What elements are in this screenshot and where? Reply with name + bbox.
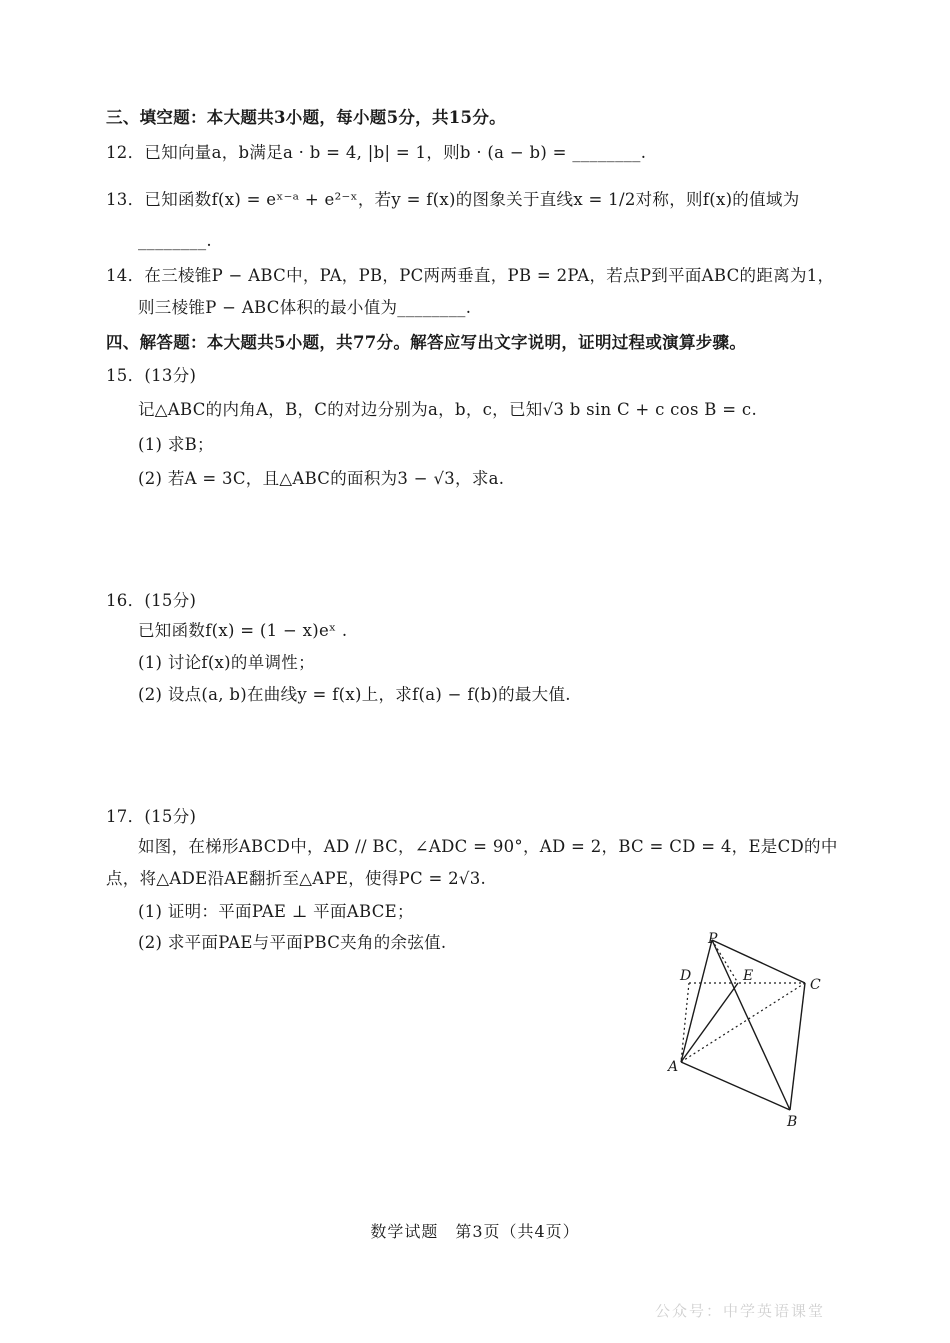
geometry-figure (660, 930, 840, 1130)
question-17-part2: (2) 求平面PAE与平面PBC夹角的余弦值. (138, 933, 447, 952)
question-16-stem: 已知函数f(x) = (1 − x)eˣ . (138, 621, 348, 640)
question-15-part1: (1) 求B； (138, 435, 214, 454)
edge-PA (681, 940, 712, 1062)
label-B: B (787, 1114, 798, 1130)
edge-AC-dashed (681, 983, 805, 1062)
question-17-header: 17．(15分) (106, 807, 197, 826)
question-16-header: 16．(15分) (106, 591, 197, 610)
question-17-stem-line2: 点，将△ADE沿AE翻折至△APE，使得PC = 2√3. (106, 869, 487, 888)
edge-CB (790, 983, 805, 1110)
question-12: 12．已知向量a，b满足a · b = 4, |b| = 1，则b · (a − b) = ________. (106, 143, 647, 162)
question-15-stem: 记△ABC的内角A，B，C的对边分别为a，b，c，已知√3 b sin C + c cos B = c. (138, 400, 757, 419)
question-16-part2: (2) 设点(a, b)在曲线y = f(x)上，求f(a) − f(b)的最大值. (138, 685, 571, 704)
question-14-line1: 14．在三棱锥P − ABC中，PA，PB，PC两两垂直，PB = 2PA，若点P到平面ABC的距离为1， (106, 266, 835, 285)
question-14-line2: 则三棱锥P − ABC体积的最小值为________. (138, 298, 472, 317)
section3-heading: 三、填空题：本大题共3小题，每小题5分，共15分。 (106, 108, 506, 127)
watermark: 公众号：中学英语课堂 (655, 1302, 826, 1320)
label-C: C (810, 977, 821, 993)
question-13-line2: ________. (138, 231, 212, 250)
label-P: P (708, 931, 718, 947)
question-17-stem-line1: 如图，在梯形ABCD中，AD // BC，∠ADC = 90°，AD = 2，BC = CD = 4，E是CD的中 (138, 837, 838, 856)
section4-heading: 四、解答题：本大题共5小题，共77分。解答应写出文字说明，证明过程或演算步骤。 (106, 333, 747, 352)
edge-PB (712, 940, 790, 1110)
question-13-line1: 13．已知函数f(x) = eˣ⁻ᵃ + e²⁻ˣ，若y = f(x)的图象关于直线x = 1/2对称，则f(x)的值域为 (106, 190, 800, 209)
question-16-part1: (1) 讨论f(x)的单调性； (138, 653, 315, 672)
label-A: A (668, 1059, 679, 1075)
question-17-part1: (1) 证明：平面PAE ⊥ 平面ABCE； (138, 902, 414, 921)
edge-PC (712, 940, 805, 983)
question-15-header: 15．(13分) (106, 366, 197, 385)
edge-AE (681, 983, 738, 1062)
edge-DA-dashed (681, 983, 689, 1062)
edge-AB (681, 1062, 790, 1110)
page-footer: 数学试题 第3页（共4页） (370, 1222, 580, 1241)
question-15-part2: (2) 若A = 3C，且△ABC的面积为3 − √3，求a. (138, 469, 505, 488)
label-D: D (680, 968, 692, 984)
label-E: E (743, 968, 754, 984)
